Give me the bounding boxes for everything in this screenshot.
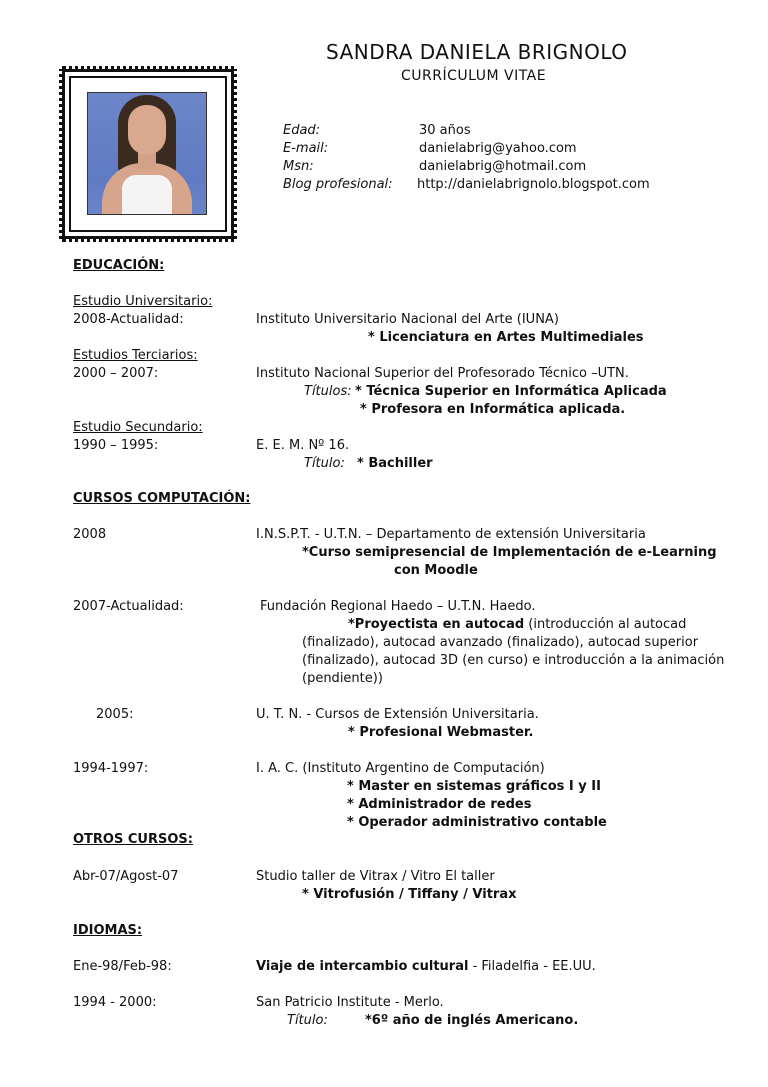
edu-terciarios-title-2: * Profesora en Informática aplicada. bbox=[360, 402, 626, 417]
edu-terciarios-institution: Instituto Nacional Superior del Profesorado Técnico –UTN. bbox=[256, 366, 629, 381]
curso-2005-period: 2005: bbox=[96, 707, 134, 722]
personal-value-age: 30 años bbox=[419, 123, 471, 138]
personal-label-age: Edad: bbox=[283, 123, 321, 138]
edu-secundario-period: 1990 – 1995: bbox=[73, 438, 159, 453]
section-heading-otros-cursos: OTROS CURSOS: bbox=[73, 832, 193, 847]
candidate-name: SANDRA DANIELA BRIGNOLO bbox=[326, 40, 628, 64]
edu-terciarios-period: 2000 – 2007: bbox=[73, 366, 159, 381]
idioma-2-title-label: Título: bbox=[287, 1013, 328, 1028]
idioma-2-institution: San Patricio Institute - Merlo. bbox=[256, 995, 444, 1010]
edu-terciarios-title-1: * Técnica Superior en Informática Aplicada bbox=[355, 384, 667, 399]
curso-1994-detail-1: * Master en sistemas gráficos I y II bbox=[347, 779, 601, 794]
edu-secundario-label: Estudio Secundario: bbox=[73, 420, 203, 435]
curso-2008-line-1: *Curso semipresencial de Implementación de e-Learning bbox=[302, 545, 717, 560]
profile-photo bbox=[87, 92, 207, 215]
curso-1994-detail-3: * Operador administrativo contable bbox=[347, 815, 607, 830]
edu-secundario-institution: E. E. M. Nº 16. bbox=[256, 438, 350, 453]
curso-2008-period: 2008 bbox=[73, 527, 107, 542]
section-heading-idiomas: IDIOMAS: bbox=[73, 923, 143, 938]
personal-label-email: E-mail: bbox=[283, 141, 329, 156]
curso-2007-rest: (introducción al autocad bbox=[524, 617, 687, 632]
document-subtitle: CURRÍCULUM VITAE bbox=[401, 68, 547, 84]
curso-1994-period: 1994-1997: bbox=[73, 761, 149, 776]
section-heading-cursos-computacion: CURSOS COMPUTACIÓN: bbox=[73, 491, 251, 506]
personal-label-msn: Msn: bbox=[283, 159, 314, 174]
edu-universitario-detail: * Licenciatura en Artes Multimediales bbox=[368, 330, 644, 345]
curso-2007-line-3: (finalizado), autocad 3D (en curso) e introducción a la animación bbox=[302, 653, 725, 668]
curso-2007-period: 2007-Actualidad: bbox=[73, 599, 184, 614]
curso-2007-line-4: (pendiente)) bbox=[302, 671, 383, 686]
curso-2008-institution: I.N.S.P.T. - U.T.N. – Departamento de extensión Universitaria bbox=[256, 527, 646, 542]
curso-2007-line-2: (finalizado), autocad avanzado (finalizado), autocad superior bbox=[302, 635, 699, 650]
curso-2007-line-1 bbox=[348, 617, 686, 633]
personal-value-msn: danielabrig@hotmail.com bbox=[419, 159, 587, 174]
idioma-2-title: *6º año de inglés Americano. bbox=[365, 1013, 579, 1028]
curso-1994-institution: I. A. C. (Instituto Argentino de Computación) bbox=[256, 761, 545, 776]
idioma-2-period: 1994 - 2000: bbox=[73, 995, 157, 1010]
idioma-1-detail bbox=[256, 959, 596, 975]
edu-universitario-label: Estudio Universitario: bbox=[73, 294, 213, 309]
edu-universitario-institution: Instituto Universitario Nacional del Arte (IUNA) bbox=[256, 312, 559, 327]
curso-2005-institution: U. T. N. - Cursos de Extensión Universitaria. bbox=[256, 707, 539, 722]
personal-label-blog: Blog profesional: bbox=[283, 177, 393, 192]
edu-secundario-title: * Bachiller bbox=[357, 456, 433, 471]
section-heading-educacion: EDUCACIÓN: bbox=[73, 258, 165, 273]
edu-secundario-title-label: Título: bbox=[304, 456, 345, 471]
edu-terciarios-titles-label: Títulos: bbox=[304, 384, 352, 399]
curso-2007-institution: Fundación Regional Haedo – U.T.N. Haedo. bbox=[260, 599, 536, 614]
idioma-1-rest: - Filadelfia - EE.UU. bbox=[468, 959, 596, 974]
otros-detail: * Vitrofusión / Tiffany / Vitrax bbox=[302, 887, 517, 902]
curso-2008-line-2: con Moodle bbox=[394, 563, 478, 578]
idioma-1-bold: Viaje de intercambio cultural bbox=[256, 959, 469, 974]
curso-2005-detail: * Profesional Webmaster. bbox=[348, 725, 534, 740]
curso-2007-bold: *Proyectista en autocad bbox=[348, 617, 525, 632]
otros-period: Abr-07/Agost-07 bbox=[73, 869, 179, 884]
otros-institution: Studio taller de Vitrax / Vitro El taller bbox=[256, 869, 495, 884]
idioma-1-period: Ene-98/Feb-98: bbox=[73, 959, 172, 974]
curso-1994-detail-2: * Administrador de redes bbox=[347, 797, 532, 812]
personal-value-email: danielabrig@yahoo.com bbox=[419, 141, 577, 156]
personal-value-blog[interactable]: http://danielabrignolo.blogspot.com bbox=[417, 177, 650, 192]
edu-universitario-period: 2008-Actualidad: bbox=[73, 312, 184, 327]
edu-terciarios-label: Estudios Terciarios: bbox=[73, 348, 198, 363]
